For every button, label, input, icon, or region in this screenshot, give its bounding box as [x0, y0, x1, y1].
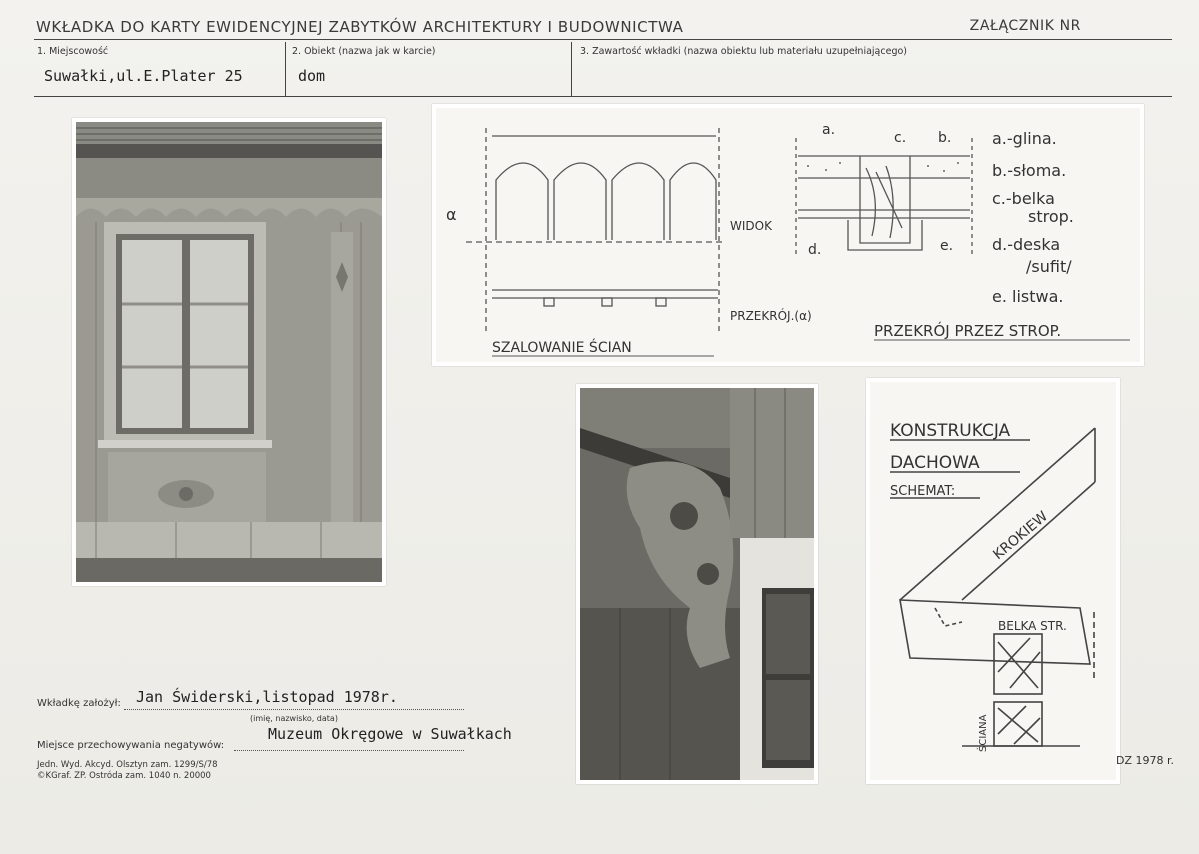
object-label: 2. Obiekt (nazwa jak w karcie)	[292, 46, 436, 57]
mark-e: e.	[940, 238, 954, 254]
view-label: WIDOK	[730, 219, 772, 233]
header-rule	[34, 39, 1172, 40]
legend-line-4: strop.	[1028, 207, 1074, 226]
created-value: Jan Świderski,listopad 1978r.	[136, 688, 398, 706]
alpha-mark: α	[446, 205, 457, 224]
legend-line-6: /sufit/	[1026, 257, 1072, 276]
mark-d: d.	[808, 242, 822, 258]
legend-line-3: c.-belka	[992, 189, 1055, 208]
ceiling-section-title: PRZEKRÓJ PRZEZ STROP.	[874, 322, 1062, 340]
legend-line-2: b.-słoma.	[992, 161, 1067, 180]
wall-boarding-title: SZALOWANIE ŚCIAN	[492, 340, 632, 356]
content-label: 3. Zawartość wkładki (nazwa obiektu lub materiału uzupełniającego)	[580, 46, 907, 57]
wall-label: ŚCIANA	[978, 714, 989, 752]
sketch-wall-ceiling	[432, 104, 1144, 366]
annex-label: ZAŁĄCZNIK NR	[969, 18, 1081, 34]
bracket-photo	[576, 384, 818, 784]
mark-a: a.	[822, 122, 836, 138]
printer-imprint-1: Jedn. Wyd. Akcyd. Olsztyn zam. 1299/S/78	[37, 760, 218, 770]
roof-subtitle: SCHEMAT:	[890, 484, 956, 499]
form-title: WKŁADKA DO KARTY EWIDENCYJNEJ ZABYTKÓW ARCHITEKTURY I BUDOWNICTWA	[36, 18, 684, 36]
created-dotted-line	[124, 709, 464, 710]
field-divider-1	[285, 42, 286, 96]
window-photo	[72, 118, 386, 586]
storage-value: Muzeum Okręgowe w Suwałkach	[268, 725, 512, 743]
roof-title-2: DACHOWA	[890, 453, 980, 473]
legend-line-5: d.-deska	[992, 235, 1061, 254]
locality-value: Suwałki,ul.E.Plater 25	[44, 67, 243, 85]
mark-c: c.	[894, 130, 907, 146]
created-label: Wkładkę założył:	[37, 698, 121, 709]
legend-line-7: e. listwa.	[992, 287, 1064, 306]
printer-imprint-2: ©KGraf. ZP. Ostróda zam. 1040 n. 20000	[37, 771, 211, 781]
created-hint: (imię, nazwisko, data)	[250, 714, 338, 723]
field-divider-2	[571, 42, 572, 96]
locality-label: 1. Miejscowość	[37, 46, 109, 57]
fields-rule	[34, 96, 1172, 97]
storage-label: Miejsce przechowywania negatywów:	[37, 740, 225, 751]
roof-title-1: KONSTRUKCJA	[890, 421, 1011, 441]
object-value: dom	[298, 67, 326, 85]
storage-dotted-line	[234, 750, 464, 751]
section-label: PRZEKRÓJ.(α)	[730, 309, 812, 323]
beam-label: BELKA STR.	[998, 619, 1067, 633]
date-stamp: DZ 1978 r.	[1116, 754, 1175, 767]
mark-b: b.	[938, 130, 952, 146]
legend-line-1: a.-glina.	[992, 129, 1057, 148]
rafter-label: KROKIEW	[990, 508, 1052, 564]
sketch-roof	[866, 378, 1120, 784]
